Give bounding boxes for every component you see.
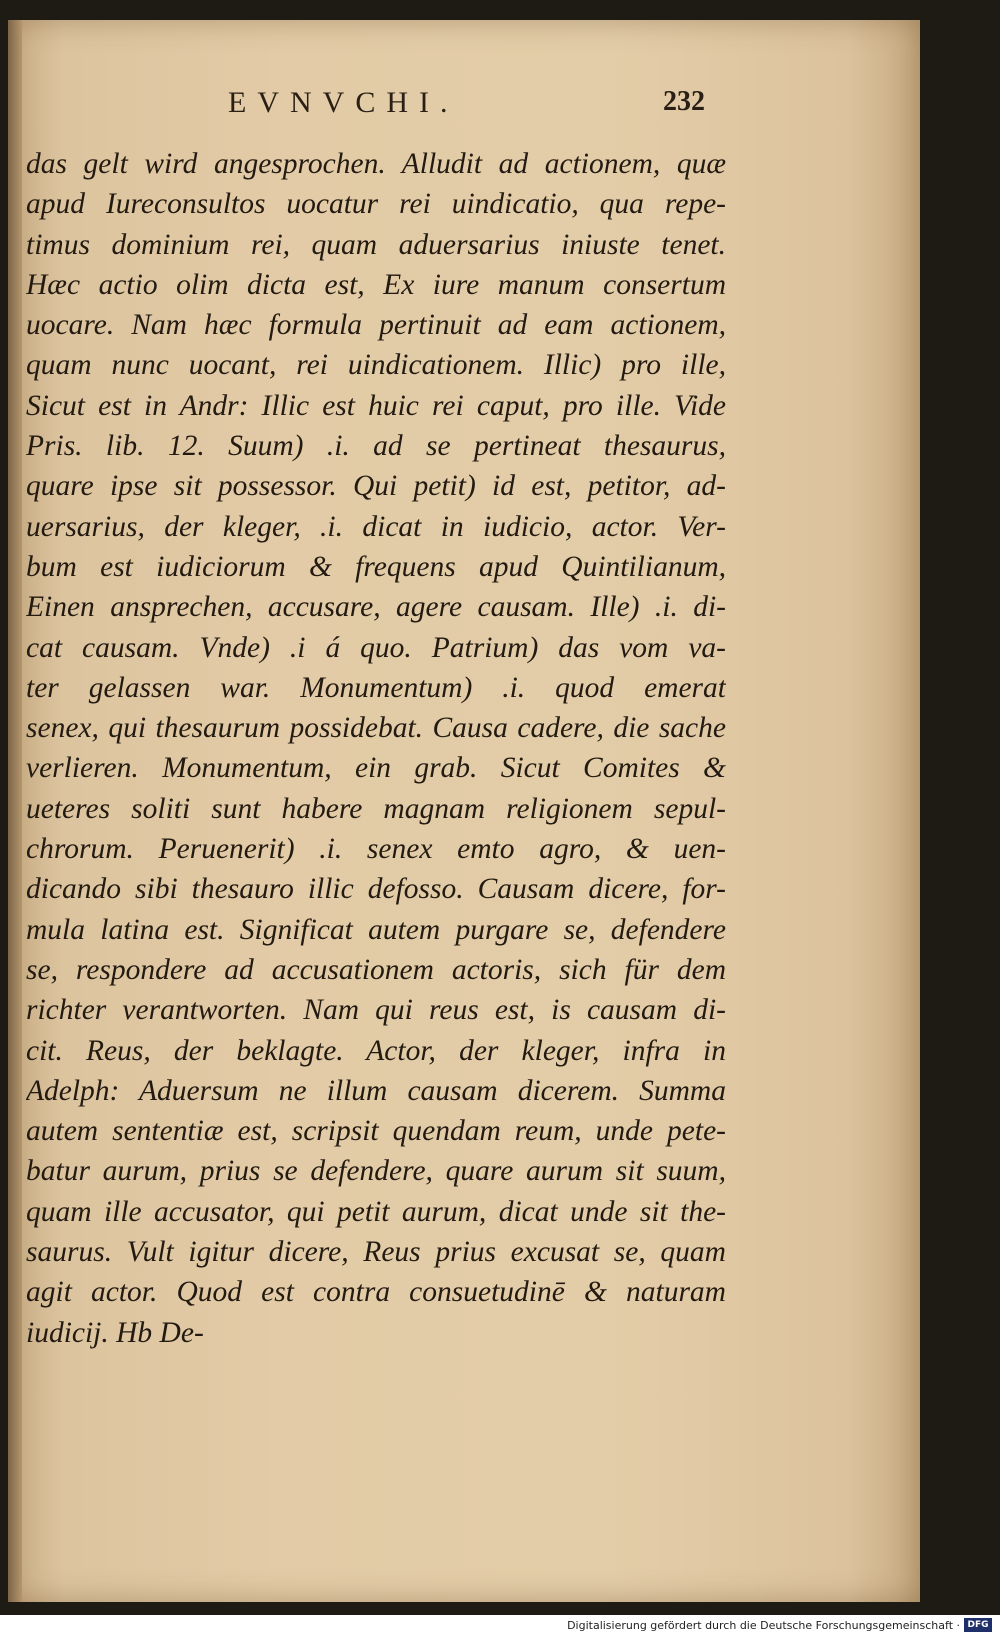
text-block bbox=[26, 144, 726, 1353]
text-line: Hæc actio olim dicta est, Ex iure manum consertum bbox=[26, 268, 726, 301]
text-line: Adelph: Aduersum ne illum causam dicerem. Summa bbox=[26, 1074, 726, 1107]
text-line: cit. Reus, der beklagte. Actor, der kleger, infra in bbox=[26, 1034, 726, 1067]
text-line: ueteres soliti sunt habere magnam religionem sepul- bbox=[26, 792, 726, 825]
text-line: quam ille accusator, qui petit aurum, dicat unde sit the- bbox=[26, 1195, 726, 1228]
text-line: se, respondere ad accusationem actoris, sich für dem bbox=[26, 953, 726, 986]
text-line: Pris. lib. 12. Suum) .i. ad se pertineat thesaurus, bbox=[26, 430, 726, 463]
running-head: EVNVCHI. bbox=[228, 86, 459, 119]
dfg-logo: DFG bbox=[964, 1618, 992, 1632]
text-line: cat causam. Vnde) .i á quo. Patrium) das vom va- bbox=[26, 631, 726, 664]
text-line: senex, qui thesaurum possidebat. Causa cadere, die sache bbox=[26, 712, 726, 745]
text-line: saurus. Vult igitur dicere, Reus prius excusat se, quam bbox=[26, 1236, 726, 1269]
text-line: quam nunc uocant, rei uindicationem. Illic) pro ille, bbox=[26, 349, 726, 382]
text-line: batur aurum, prius se defendere, quare aurum sit suum, bbox=[26, 1155, 726, 1188]
text-line-last: iudicij. Hb De- bbox=[26, 1316, 204, 1349]
text-line: richter verantworten. Nam qui reus est, is causam di- bbox=[26, 994, 726, 1027]
footer-credit: Digitalisierung gefördert durch die Deutsche Forschungsgemeinschaft · bbox=[567, 1619, 960, 1632]
text-line: das gelt wird angesprochen. Alludit ad actionem, quæ bbox=[26, 148, 726, 180]
text-line: quare ipse sit possessor. Qui petit) id est, petitor, ad- bbox=[26, 470, 726, 503]
page-number: 232 bbox=[663, 86, 705, 117]
digitization-footer bbox=[0, 1615, 1000, 1639]
text-line: autem sententiæ est, scripsit quendam reum, unde pete- bbox=[26, 1115, 726, 1148]
text-line: ter gelassen war. Monumentum) .i. quod emerat bbox=[26, 671, 726, 704]
text-line: Einen ansprechen, accusare, agere causam. Ille) .i. di- bbox=[26, 591, 726, 624]
text-line: agit actor. Quod est contra consuetudinē & naturam bbox=[26, 1276, 726, 1309]
text-line: uersarius, der kleger, .i. dicat in iudicio, actor. Ver- bbox=[26, 510, 726, 543]
text-line: verlieren. Monumentum, ein grab. Sicut Comites & bbox=[26, 752, 726, 785]
text-line: timus dominium rei, quam aduersarius iniuste tenet. bbox=[26, 228, 726, 261]
text-line: uocare. Nam hæc formula pertinuit ad eam actionem, bbox=[26, 309, 726, 342]
text-line: Sicut est in Andr: Illic est huic rei caput, pro ille. Vide bbox=[26, 389, 726, 422]
page-gutter-edge bbox=[8, 20, 22, 1602]
text-line: chrorum. Peruenerit) .i. senex emto agro, & uen- bbox=[26, 833, 726, 866]
text-line: mula latina est. Significat autem purgare se, defendere bbox=[26, 913, 726, 946]
text-line: dicando sibi thesauro illic defosso. Causam dicere, for- bbox=[26, 873, 726, 906]
book-page bbox=[8, 20, 920, 1602]
text-line: apud Iureconsultos uocatur rei uindicatio, qua repe- bbox=[26, 188, 726, 221]
text-line: bum est iudiciorum & frequens apud Quintilianum, bbox=[26, 550, 726, 583]
